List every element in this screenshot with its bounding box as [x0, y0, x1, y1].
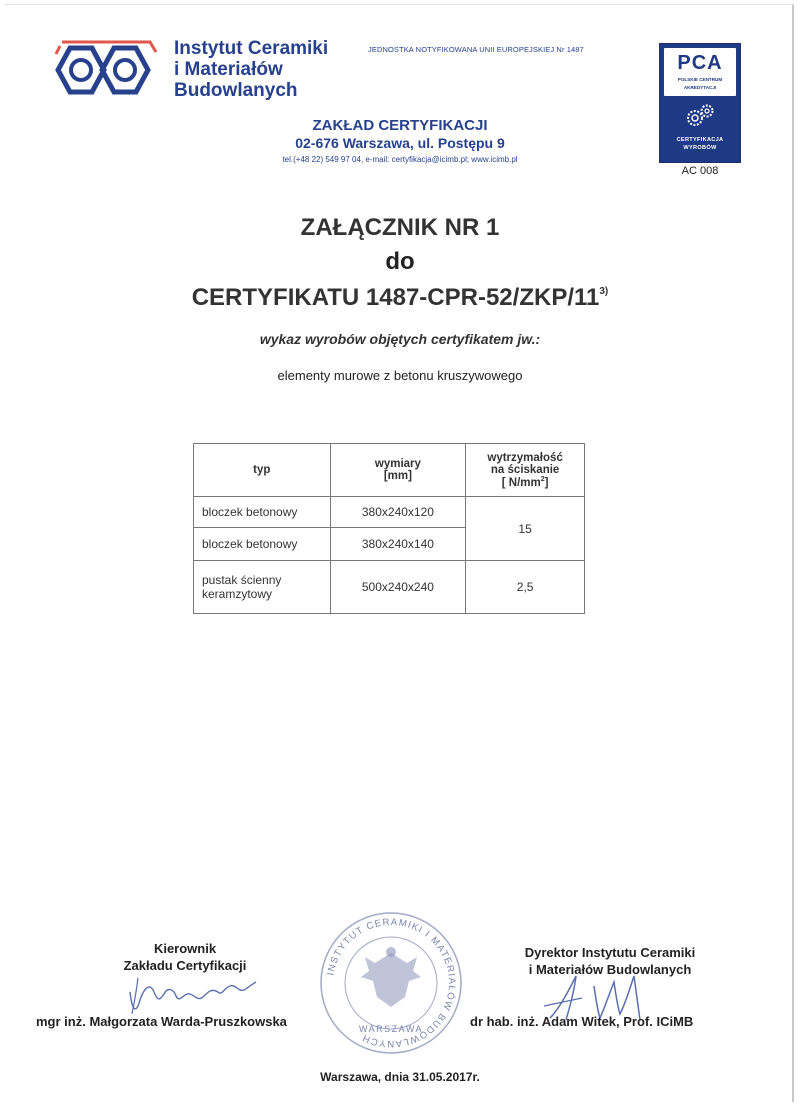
stamp-text-layer: [316, 908, 466, 1058]
product-name-line: keramzytowy: [202, 587, 273, 601]
institute-logo-icon: [50, 40, 162, 100]
list-caption: wykaz wyrobów objętych certyfikatem jw.:: [259, 331, 541, 347]
table-header-row: [194, 444, 585, 497]
certificate-number-text: CERTYFIKATU 1487-CPR-52/ZKP/11: [191, 284, 600, 311]
unit-text: [ N/mm: [501, 476, 541, 489]
right-signatory-name: dr hab. inż. Adam Witek, Prof. ICiMB: [470, 1014, 694, 1029]
cell-strength: 15: [466, 497, 585, 561]
notified-body-label: JEDNOSTKA NOTYFIKOWANA UNII EUROPEJSKIEJ Nr 1487: [368, 45, 584, 54]
header-dimensions: [330, 444, 466, 497]
table-row: [194, 497, 585, 528]
table-row: [194, 561, 585, 614]
department-contact: tel.(+48 22) 549 97 04, e-mail: certyfikacja@icimb.pl; www.icimb.pl: [282, 155, 518, 164]
cell-dimensions: 500x240x240: [330, 561, 466, 614]
institute-name: [174, 38, 328, 101]
annex-do: do: [385, 248, 415, 275]
cell-product-name: bloczek betonowy: [194, 497, 331, 528]
product-group: elementy murowe z betonu kruszywowego: [277, 368, 523, 383]
stamp-city: WARSZAWA: [359, 1024, 423, 1034]
left-signatory-title: [100, 940, 270, 974]
pca-accreditation-badge: [659, 43, 741, 163]
place-and-date: Warszawa, dnia 31.05.2017r.: [320, 1070, 480, 1084]
certificate-number: [0, 284, 800, 312]
header-strength: [466, 444, 585, 497]
institute-name-line: i Materiałów: [174, 59, 283, 80]
header-dimensions-line: wymiary: [374, 458, 421, 470]
pca-sub-line: AKREDYTACJI: [683, 85, 717, 90]
right-title-line: Dyrektor Instytutu Ceramiki: [524, 945, 696, 960]
header-type: typ: [194, 444, 331, 497]
cell-dimensions: 380x240x140: [330, 528, 466, 561]
product-name-line: pustak ścienny: [202, 573, 282, 587]
pca-badge-top: [664, 48, 736, 96]
header-dimensions-unit: [mm]: [383, 470, 412, 482]
pca-letters: PCA: [677, 52, 723, 74]
left-title-line: Zakładu Certyfikacji: [123, 958, 247, 973]
department-name: ZAKŁAD CERTYFIKACJI: [312, 117, 488, 134]
pca-cert-label: [660, 136, 740, 152]
cell-strength: 2,5: [466, 561, 585, 614]
header-strength-line: na ściskanie: [490, 463, 560, 476]
left-title-line: Kierownik: [153, 941, 217, 956]
cell-product-name: [194, 561, 331, 614]
pca-sub-line: POLSKIE CENTRUM: [677, 77, 723, 82]
annex-title: ZAŁĄCZNIK NR 1: [300, 214, 500, 241]
products-table: [193, 443, 585, 614]
unit-superscript: 2: [540, 475, 545, 483]
header-strength-unit: [470, 476, 580, 489]
institute-name-line: Budowlanych: [174, 80, 298, 101]
footnote-mark: 3): [599, 286, 609, 297]
stamp-arc-text: INSTYTUT CERAMIKI I MATERIAŁÓW BUDOWLANYCH: [325, 916, 458, 1050]
pca-cert-line: WYROBÓW: [683, 145, 717, 151]
pca-cert-line: CERTYFIKACJA: [676, 137, 724, 143]
institute-name-line: Instytut Ceramiki: [174, 38, 329, 59]
left-signatory-name: mgr inż. Małgorzata Warda-Pruszkowska: [36, 1014, 287, 1029]
unit-bracket: ]: [544, 476, 549, 489]
stamp-text-svg: [316, 908, 466, 1058]
accreditation-number: AC 008: [681, 165, 719, 177]
department-address: 02-676 Warszawa, ul. Postępu 9: [295, 135, 505, 151]
right-title-line: i Materiałów Budowlanych: [528, 962, 692, 977]
header-strength-line: wytrzymałość: [487, 451, 563, 464]
cell-product-name: bloczek betonowy: [194, 528, 331, 561]
left-signature-scribble-icon: [120, 970, 270, 1020]
gears-icon: [684, 102, 716, 130]
cell-dimensions: 380x240x120: [330, 497, 466, 528]
